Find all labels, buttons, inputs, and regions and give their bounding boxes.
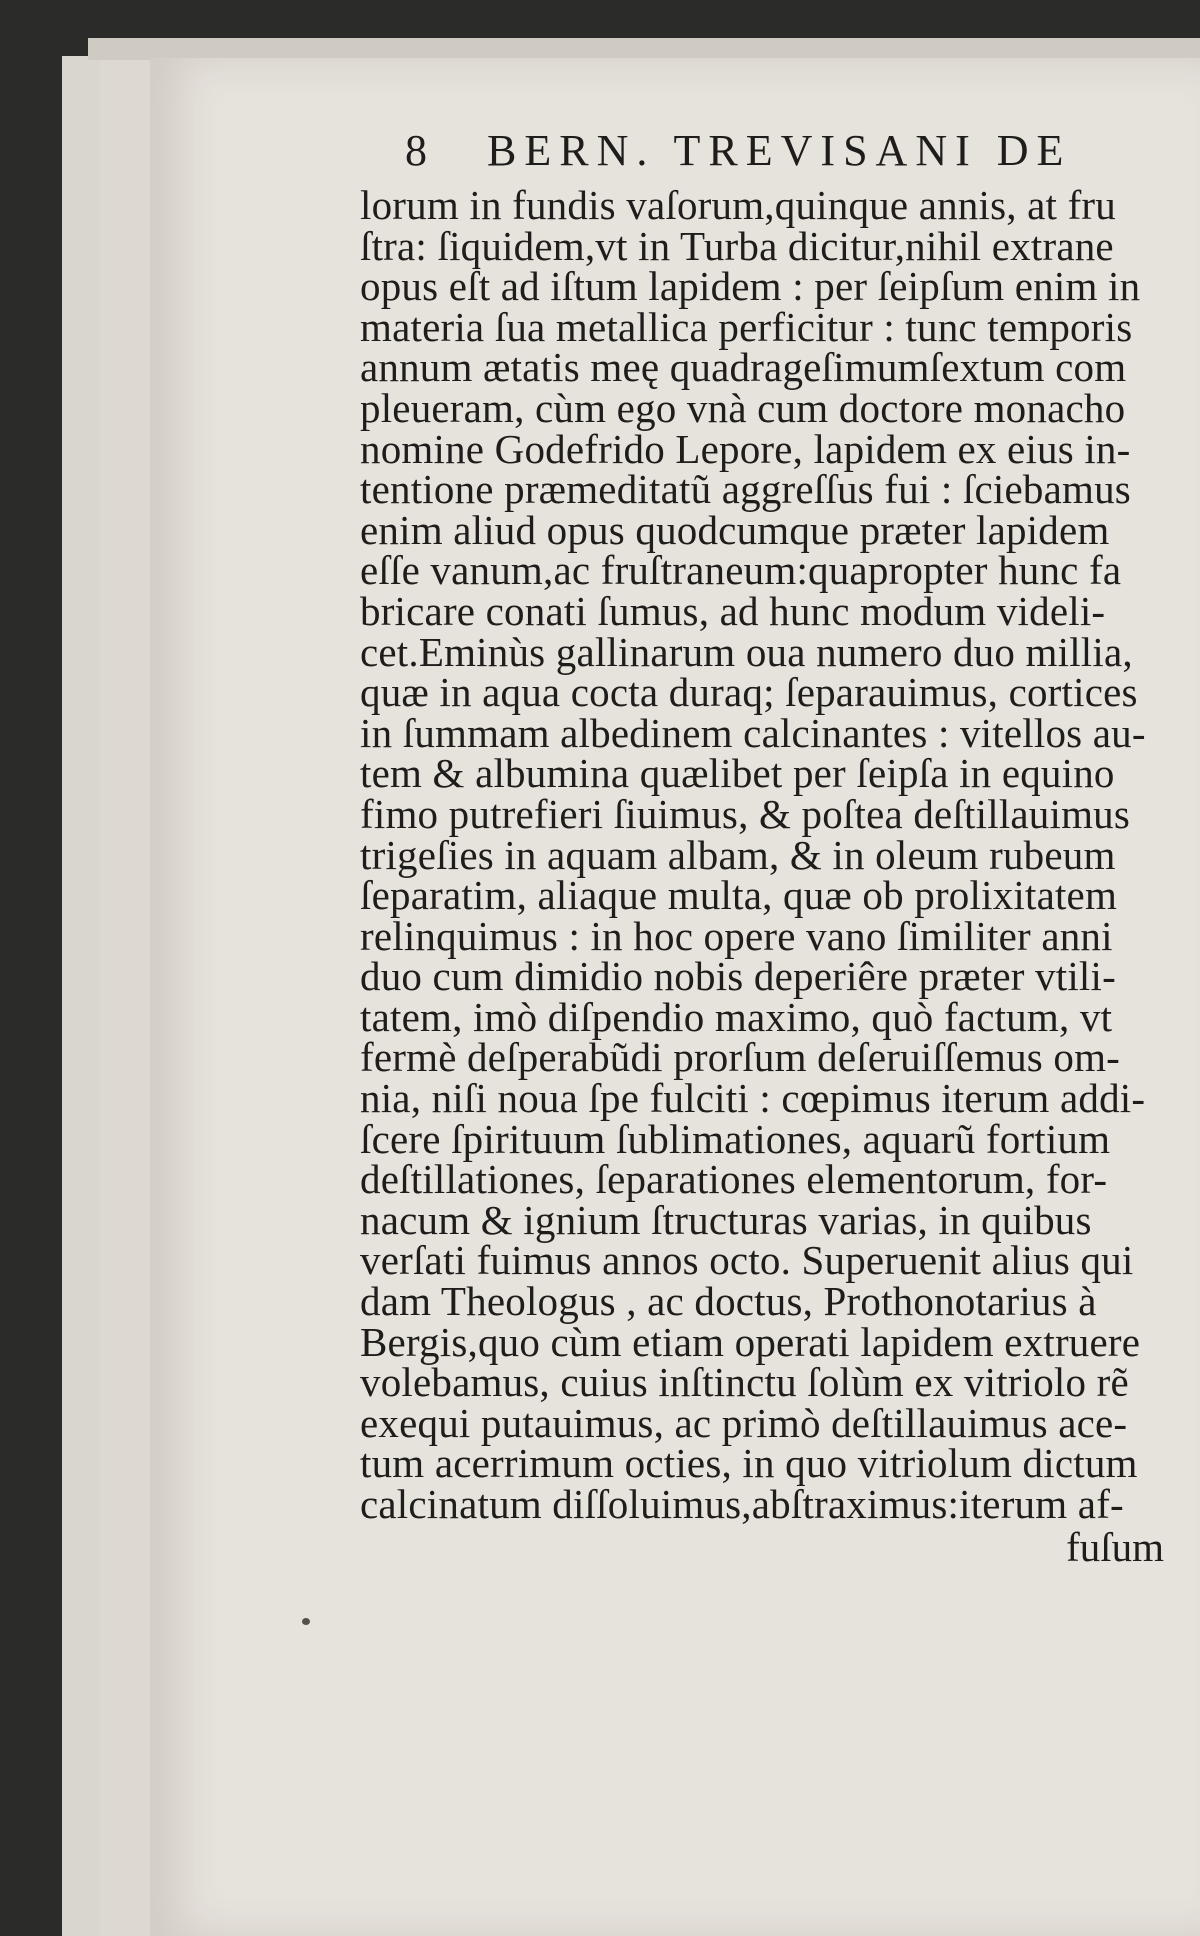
running-title: BERN. TREVISANI DE	[487, 126, 1072, 175]
text-line: ſeparatim, aliaque multa, quæ ob prolixitatem	[360, 872, 1118, 919]
running-header	[405, 125, 1200, 185]
text-line: tum acerrimum octies, in quo vitriolum dictum	[360, 1440, 1138, 1487]
text-line: bricare conati ſumus, ad hunc modum videli-	[360, 587, 1106, 634]
text-line: materia ſua metallica perficitur : tunc temporis	[360, 303, 1133, 350]
text-line: tatem, imò diſpendio maximo, quò factum, vt	[360, 993, 1113, 1040]
text-line: calcinatum diſſoluimus,abſtraximus:iterum af-	[360, 1481, 1124, 1527]
ink-spot	[302, 1618, 310, 1625]
text-line: fermè deſperabũdi prorſum deſeruiſſemus om-	[360, 1034, 1121, 1081]
text-line: tem & albumina quælibet per ſeipſa in equino	[360, 750, 1115, 797]
text-line: annum ætatis meę quadrageſimumſextum com	[360, 344, 1127, 391]
text-line: verſati fuimus annos octo. Superuenit alius qui	[360, 1237, 1134, 1284]
text-line: dam Theologus , ac doctus, Prothonotarius à	[360, 1278, 1097, 1325]
text-line: pleueram, cùm ego vnà cum doctore monacho	[360, 384, 1126, 431]
text-line: nia, niſi noua ſpe fulciti : cœpimus iterum addi-	[360, 1075, 1146, 1122]
text-body	[360, 182, 1200, 1527]
text-line: in ſummam albedinem calcinantes : vitellos au-	[360, 709, 1146, 756]
text-line: exequi putauimus, ac primò deſtillauimus ace-	[360, 1399, 1128, 1446]
text-line: cet.Eminùs gallinarum oua numero duo millia,	[360, 628, 1133, 675]
text-line: duo cum dimidio nobis deperiêre præter vtili-	[360, 953, 1116, 1000]
text-line: eſſe vanum,ac fruſtraneum:quapropter hunc fa	[360, 547, 1122, 594]
text-line: ſtra: ſiquidem,vt in Turba dicitur,nihil extrane	[360, 222, 1114, 269]
text-line: trigeſies in aquam albam, & in oleum rubeum	[360, 831, 1116, 878]
text-line: fimo putrefieri ſiuimus, & poſtea deſtillauimus	[360, 790, 1131, 837]
page-text	[360, 125, 1200, 1569]
text-line: ſcere ſpirituum ſublimationes, aquarũ fortium	[360, 1115, 1111, 1162]
text-line: opus eſt ad iſtum lapidem : per ſeipſum enim in	[360, 263, 1141, 310]
text-line: tentione præmeditatũ aggreſſus fui : ſciebamus	[360, 466, 1131, 513]
text-line: deſtillationes, ſeparationes elementorum, for-	[360, 1156, 1108, 1203]
text-line: nomine Godefrido Lepore, lapidem ex eius in-	[360, 425, 1131, 472]
text-line: quæ in aqua cocta duraq; ſeparauimus, cortices	[360, 669, 1138, 716]
text-line: relinquimus : in hoc opere vano ſimiliter anni	[360, 912, 1113, 959]
text-line: enim aliud opus quodcumque præter lapidem	[360, 506, 1110, 553]
text-line: nacum & ignium ſtructuras varias, in quibus	[360, 1196, 1092, 1243]
text-line: volebamus, cuius inſtinctu ſolùm ex vitriolo rẽ	[360, 1359, 1129, 1406]
text-line: Bergis,quo cùm etiam operati lapidem extruere	[360, 1318, 1141, 1365]
catchword: fuſum	[1066, 1523, 1164, 1570]
page-edge-top	[88, 38, 1200, 60]
text-line: lorum in fundis vaſorum,quinque annis, at fru	[360, 182, 1116, 228]
page-number: 8	[405, 126, 427, 175]
